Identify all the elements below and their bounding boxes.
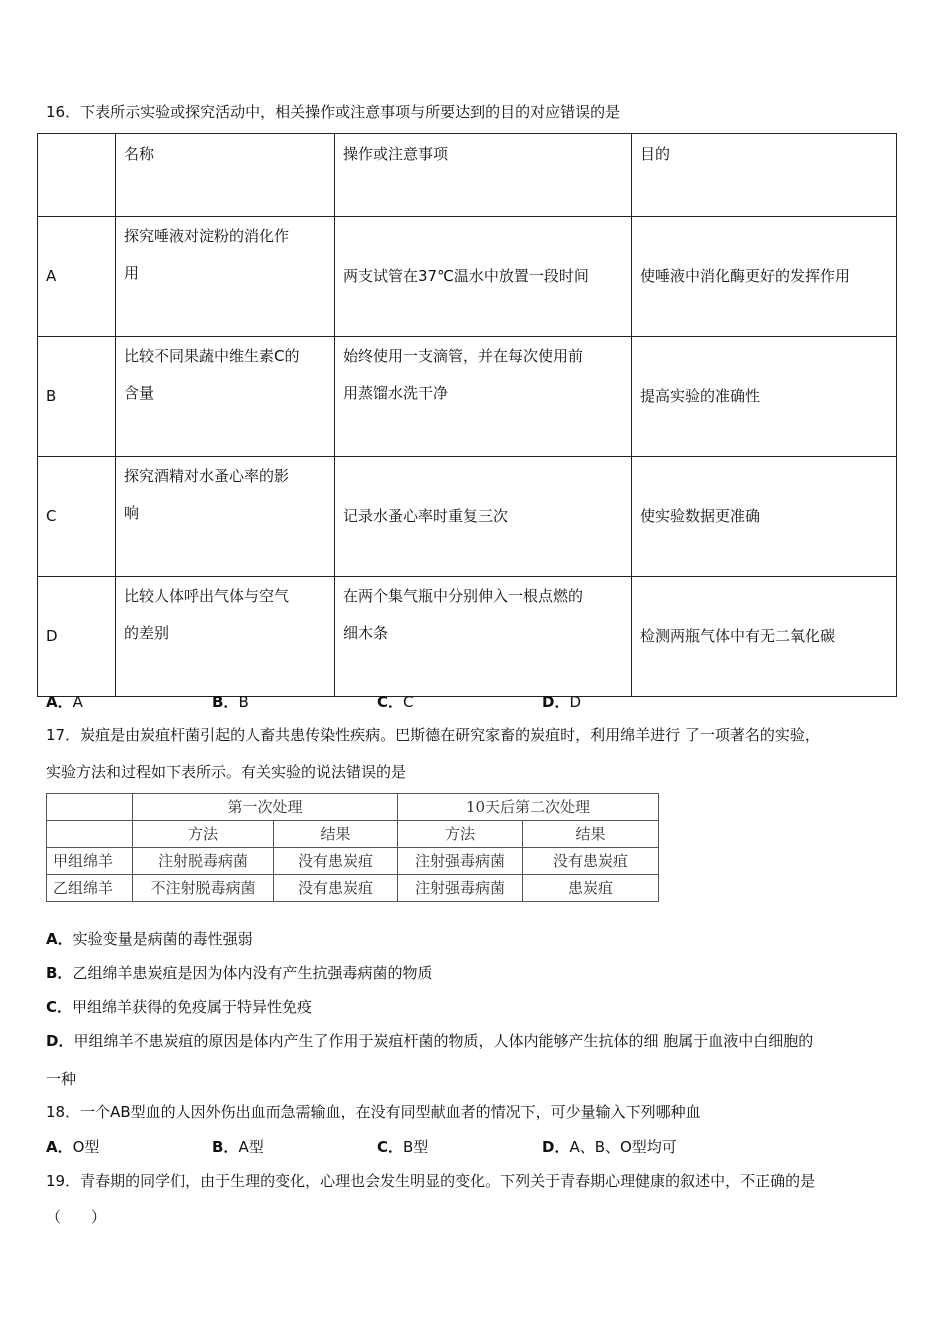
q17-choice-c[interactable]: C．甲组绵羊获得的免疫属于特异性免疫 [46,998,313,1016]
option-a[interactable]: A．O型 [46,1138,100,1156]
row-label: C [38,457,116,577]
row-label: A [38,217,116,337]
row-name-line2: 含量 [124,384,155,402]
q17-choice-d[interactable]: D．甲组绵羊不患炭疽的原因是体内产生了作用于炭疽杆菌的物质，人体内能够产生抗体的细 胞属于血液中白细胞的 [46,1032,814,1050]
corner-cell [47,821,133,848]
table-row [47,875,659,902]
group-second: 10天后第二次处理 [398,794,659,821]
row-operation [335,337,632,457]
group-label: 乙组绵羊 [47,875,133,902]
cell-result2: 患炭疽 [523,875,659,902]
header-goal: 目的 [632,134,897,217]
option-a[interactable]: A．A [46,693,83,711]
row-goal: 使唾液中消化酶更好的发挥作用 [632,217,897,337]
cell-result1: 没有患炭疽 [274,875,398,902]
sub-method: 方法 [398,821,523,848]
row-op-line2: 用蒸馏水洗干净 [343,384,449,402]
row-goal: 检测两瓶气体中有无二氧化碳 [632,577,897,697]
sub-method: 方法 [133,821,274,848]
table-row [38,577,897,697]
q19-stem: 19．青春期的同学们，由于生理的变化，心理也会发生明显的变化。下列关于青春期心理健康的叙述中，不正确的是 [46,1172,816,1190]
row-label: D [38,577,116,697]
row-name-line1: 比较人体呼出气体与空气 [124,587,290,605]
row-operation [335,217,632,337]
row-op-line1: 两支试管在37℃温水中放置一段时间 [343,267,589,285]
row-name-line2: 的差别 [124,624,170,642]
q17-choice-a[interactable]: A．实验变量是病菌的毒性强弱 [46,930,253,948]
q19-paren: （ ） [46,1208,107,1226]
row-name-line1: 探究唾液对淀粉的消化作 [124,227,290,245]
header-blank [38,134,116,217]
group-label: 甲组绵羊 [47,848,133,875]
cell-result1: 没有患炭疽 [274,848,398,875]
q17-table [46,793,659,902]
row-op-line1: 记录水蚤心率时重复三次 [343,507,509,525]
row-name-line2: 响 [124,504,140,522]
row-name [116,457,335,577]
row-operation [335,457,632,577]
table-row [38,217,897,337]
q18-stem: 18．一个AB型血的人因外伤出血而急需输血，在没有同型献血者的情况下，可少量输入下列哪种血 [46,1103,701,1121]
corner-cell [47,794,133,821]
row-name [116,217,335,337]
q17-stem-line2: 实验方法和过程如下表所示。有关实验的说法错误的是 [46,763,407,781]
header-name: 名称 [116,134,335,217]
option-c[interactable]: C．B型 [377,1138,429,1156]
sub-result: 结果 [523,821,659,848]
option-c[interactable]: C．C [377,693,414,711]
option-d[interactable]: D．A、B、O型均可 [542,1138,677,1156]
table-row [38,337,897,457]
row-op-line1: 始终使用一支滴管，并在每次使用前 [343,347,584,365]
q16-table [37,133,897,697]
row-goal: 使实验数据更准确 [632,457,897,577]
header-operation: 操作或注意事项 [335,134,632,217]
q18-options [46,1135,746,1159]
row-operation [335,577,632,697]
option-b[interactable]: B．B [212,693,249,711]
row-name [116,577,335,697]
row-name [116,337,335,457]
row-name-line2: 用 [124,264,140,282]
cell-method1: 注射脱毒病菌 [133,848,274,875]
q17-choice-d-cont: 一种 [46,1070,77,1088]
row-name-line1: 探究酒精对水蚤心率的影 [124,467,290,485]
cell-method1: 不注射脱毒病菌 [133,875,274,902]
row-op-line2: 细木条 [343,624,389,642]
sub-result: 结果 [274,821,398,848]
row-op-line1: 在两个集气瓶中分别伸入一根点燃的 [343,587,584,605]
q17-choice-b[interactable]: B．乙组绵羊患炭疽是因为体内没有产生抗强毒病菌的物质 [46,964,433,982]
cell-method2: 注射强毒病菌 [398,875,523,902]
q17-stem-line1: 17．炭疽是由炭疽杆菌引起的人畜共患传染性疾病。巴斯德在研究家畜的炭疽时，利用绵羊进行 了一项著名的实验， [46,726,820,744]
table-row [38,457,897,577]
cell-result2: 没有患炭疽 [523,848,659,875]
group-first: 第一次处理 [133,794,398,821]
cell-method2: 注射强毒病菌 [398,848,523,875]
option-d[interactable]: D．D [542,693,582,711]
q16-stem: 16．下表所示实验或探究活动中，相关操作或注意事项与所要达到的目的对应错误的是 [46,103,621,121]
row-label: B [38,337,116,457]
row-goal: 提高实验的准确性 [632,337,897,457]
table-row [47,848,659,875]
option-b[interactable]: B．A型 [212,1138,264,1156]
q16-options [46,690,746,714]
row-name-line1: 比较不同果蔬中维生素C的 [124,347,300,365]
